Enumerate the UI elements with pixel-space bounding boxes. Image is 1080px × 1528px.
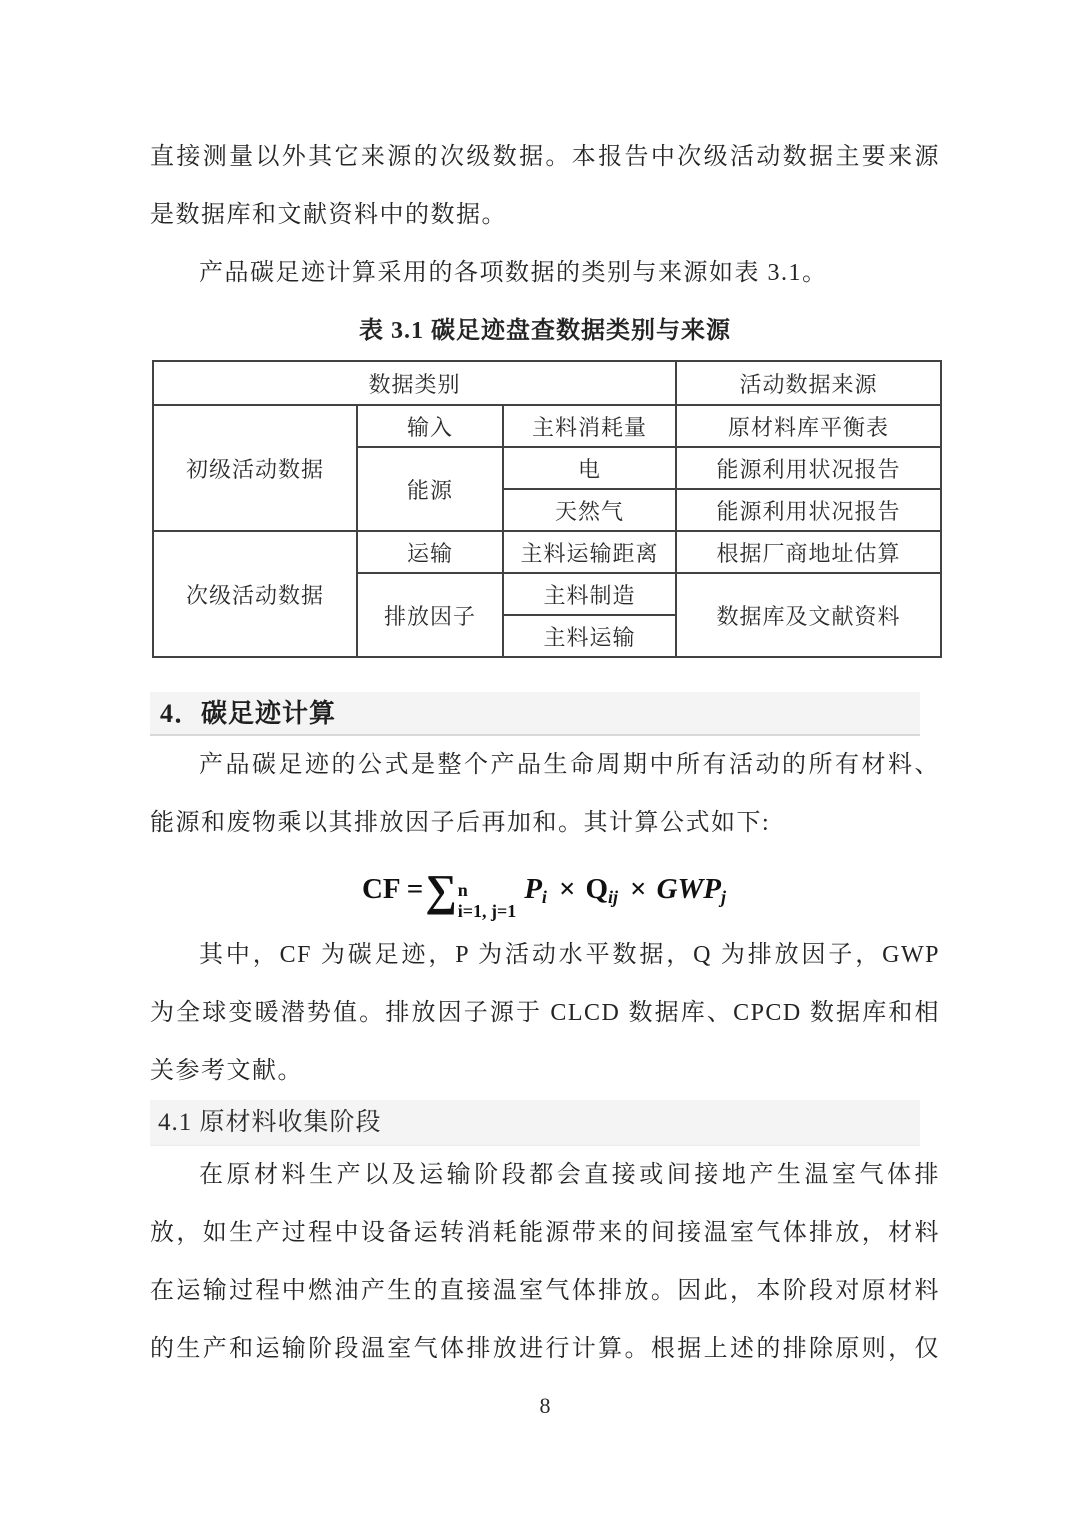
table-cell: 能源: [357, 447, 503, 531]
sigma-limits: [458, 880, 517, 921]
body-text-line: 直接测量以外其它来源的次级数据。本报告中次级活动数据主要来源: [150, 144, 940, 170]
table-row: [153, 405, 941, 447]
body-text-line: 产品碳足迹的公式是整个产品生命周期中所有活动的所有材料、: [199, 752, 940, 778]
table-cell: 能源利用状况报告: [676, 447, 941, 489]
body-text-line: 为全球变暖潜势值。排放因子源于 CLCD 数据库、CPCD 数据库和相: [150, 1000, 940, 1026]
table-cell: 运输: [357, 531, 503, 573]
sigma-lower-limit: i=1, j=1: [457, 901, 517, 921]
body-text-line: 是数据库和文献资料中的数据。: [150, 202, 507, 228]
carbon-footprint-formula: [150, 852, 940, 926]
formula-sub-j: j: [721, 886, 727, 907]
table-cell: 输入: [357, 405, 503, 447]
table-cell: 主料运输: [503, 615, 676, 657]
formula-lhs: CF =: [361, 872, 424, 905]
multiply-sign: ×: [630, 872, 647, 905]
formula-term-p: P: [524, 872, 542, 905]
table-cell: 主料消耗量: [503, 405, 676, 447]
body-text-line: 关参考文献。: [150, 1058, 303, 1084]
body-text-line: 产品碳足迹计算采用的各项数据的类别与来源如表 3.1。: [199, 260, 828, 286]
formula-sub-ij: ij: [608, 886, 619, 907]
table-cell: 电: [503, 447, 676, 489]
table-cell-group-primary: 初级活动数据: [153, 405, 357, 531]
body-text-line: 的生产和运输阶段温室气体排放进行计算。根据上述的排除原则，仅: [150, 1336, 940, 1362]
body-text-line: 其中，CF 为碳足迹，P 为活动水平数据，Q 为排放因子，GWP: [199, 942, 940, 968]
section-heading-4-1: 4.1 原材料收集阶段: [150, 1100, 920, 1146]
data-table: [152, 360, 942, 658]
table-cell: 天然气: [503, 489, 676, 531]
body-text-line: 在原材料生产以及运输阶段都会直接或间接地产生温室气体排: [199, 1162, 940, 1188]
formula-term-gwp: GWP: [656, 872, 722, 905]
body-text-line: 能源和废物乘以其排放因子后再加和。其计算公式如下:: [150, 810, 771, 836]
body-text-line: 在运输过程中燃油产生的直接温室气体排放。因此，本阶段对原材料: [150, 1278, 940, 1304]
formula-sub-i: i: [541, 886, 547, 907]
section-heading-4: 4．碳足迹计算: [150, 692, 920, 736]
multiply-sign: ×: [558, 872, 576, 905]
page-number: 8: [539, 1393, 551, 1418]
formula-term-q: Q: [585, 872, 609, 905]
body-text-line: 放，如生产过程中设备运转消耗能源带来的间接温室气体排放，材料: [150, 1220, 940, 1246]
sigma-upper-limit: n: [457, 880, 468, 901]
table-header-source: 活动数据来源: [676, 361, 941, 405]
table-caption: 表 3.1 碳足迹盘查数据类别与来源: [359, 318, 731, 344]
table-cell-group-secondary: 次级活动数据: [153, 531, 357, 657]
table-cell: 主料运输距离: [503, 531, 676, 573]
table-cell: 主料制造: [503, 573, 676, 615]
table-cell: 能源利用状况报告: [676, 489, 941, 531]
table-cell: 原材料库平衡表: [676, 405, 941, 447]
table-row: [153, 531, 941, 573]
sigma-symbol: ∑: [425, 866, 457, 915]
table-cell: 根据厂商地址估算: [676, 531, 941, 573]
table-header-category: 数据类别: [153, 361, 676, 405]
table-cell: 排放因子: [357, 573, 503, 657]
table-cell: 数据库及文献资料: [676, 573, 941, 657]
table-header-row: [153, 361, 941, 405]
